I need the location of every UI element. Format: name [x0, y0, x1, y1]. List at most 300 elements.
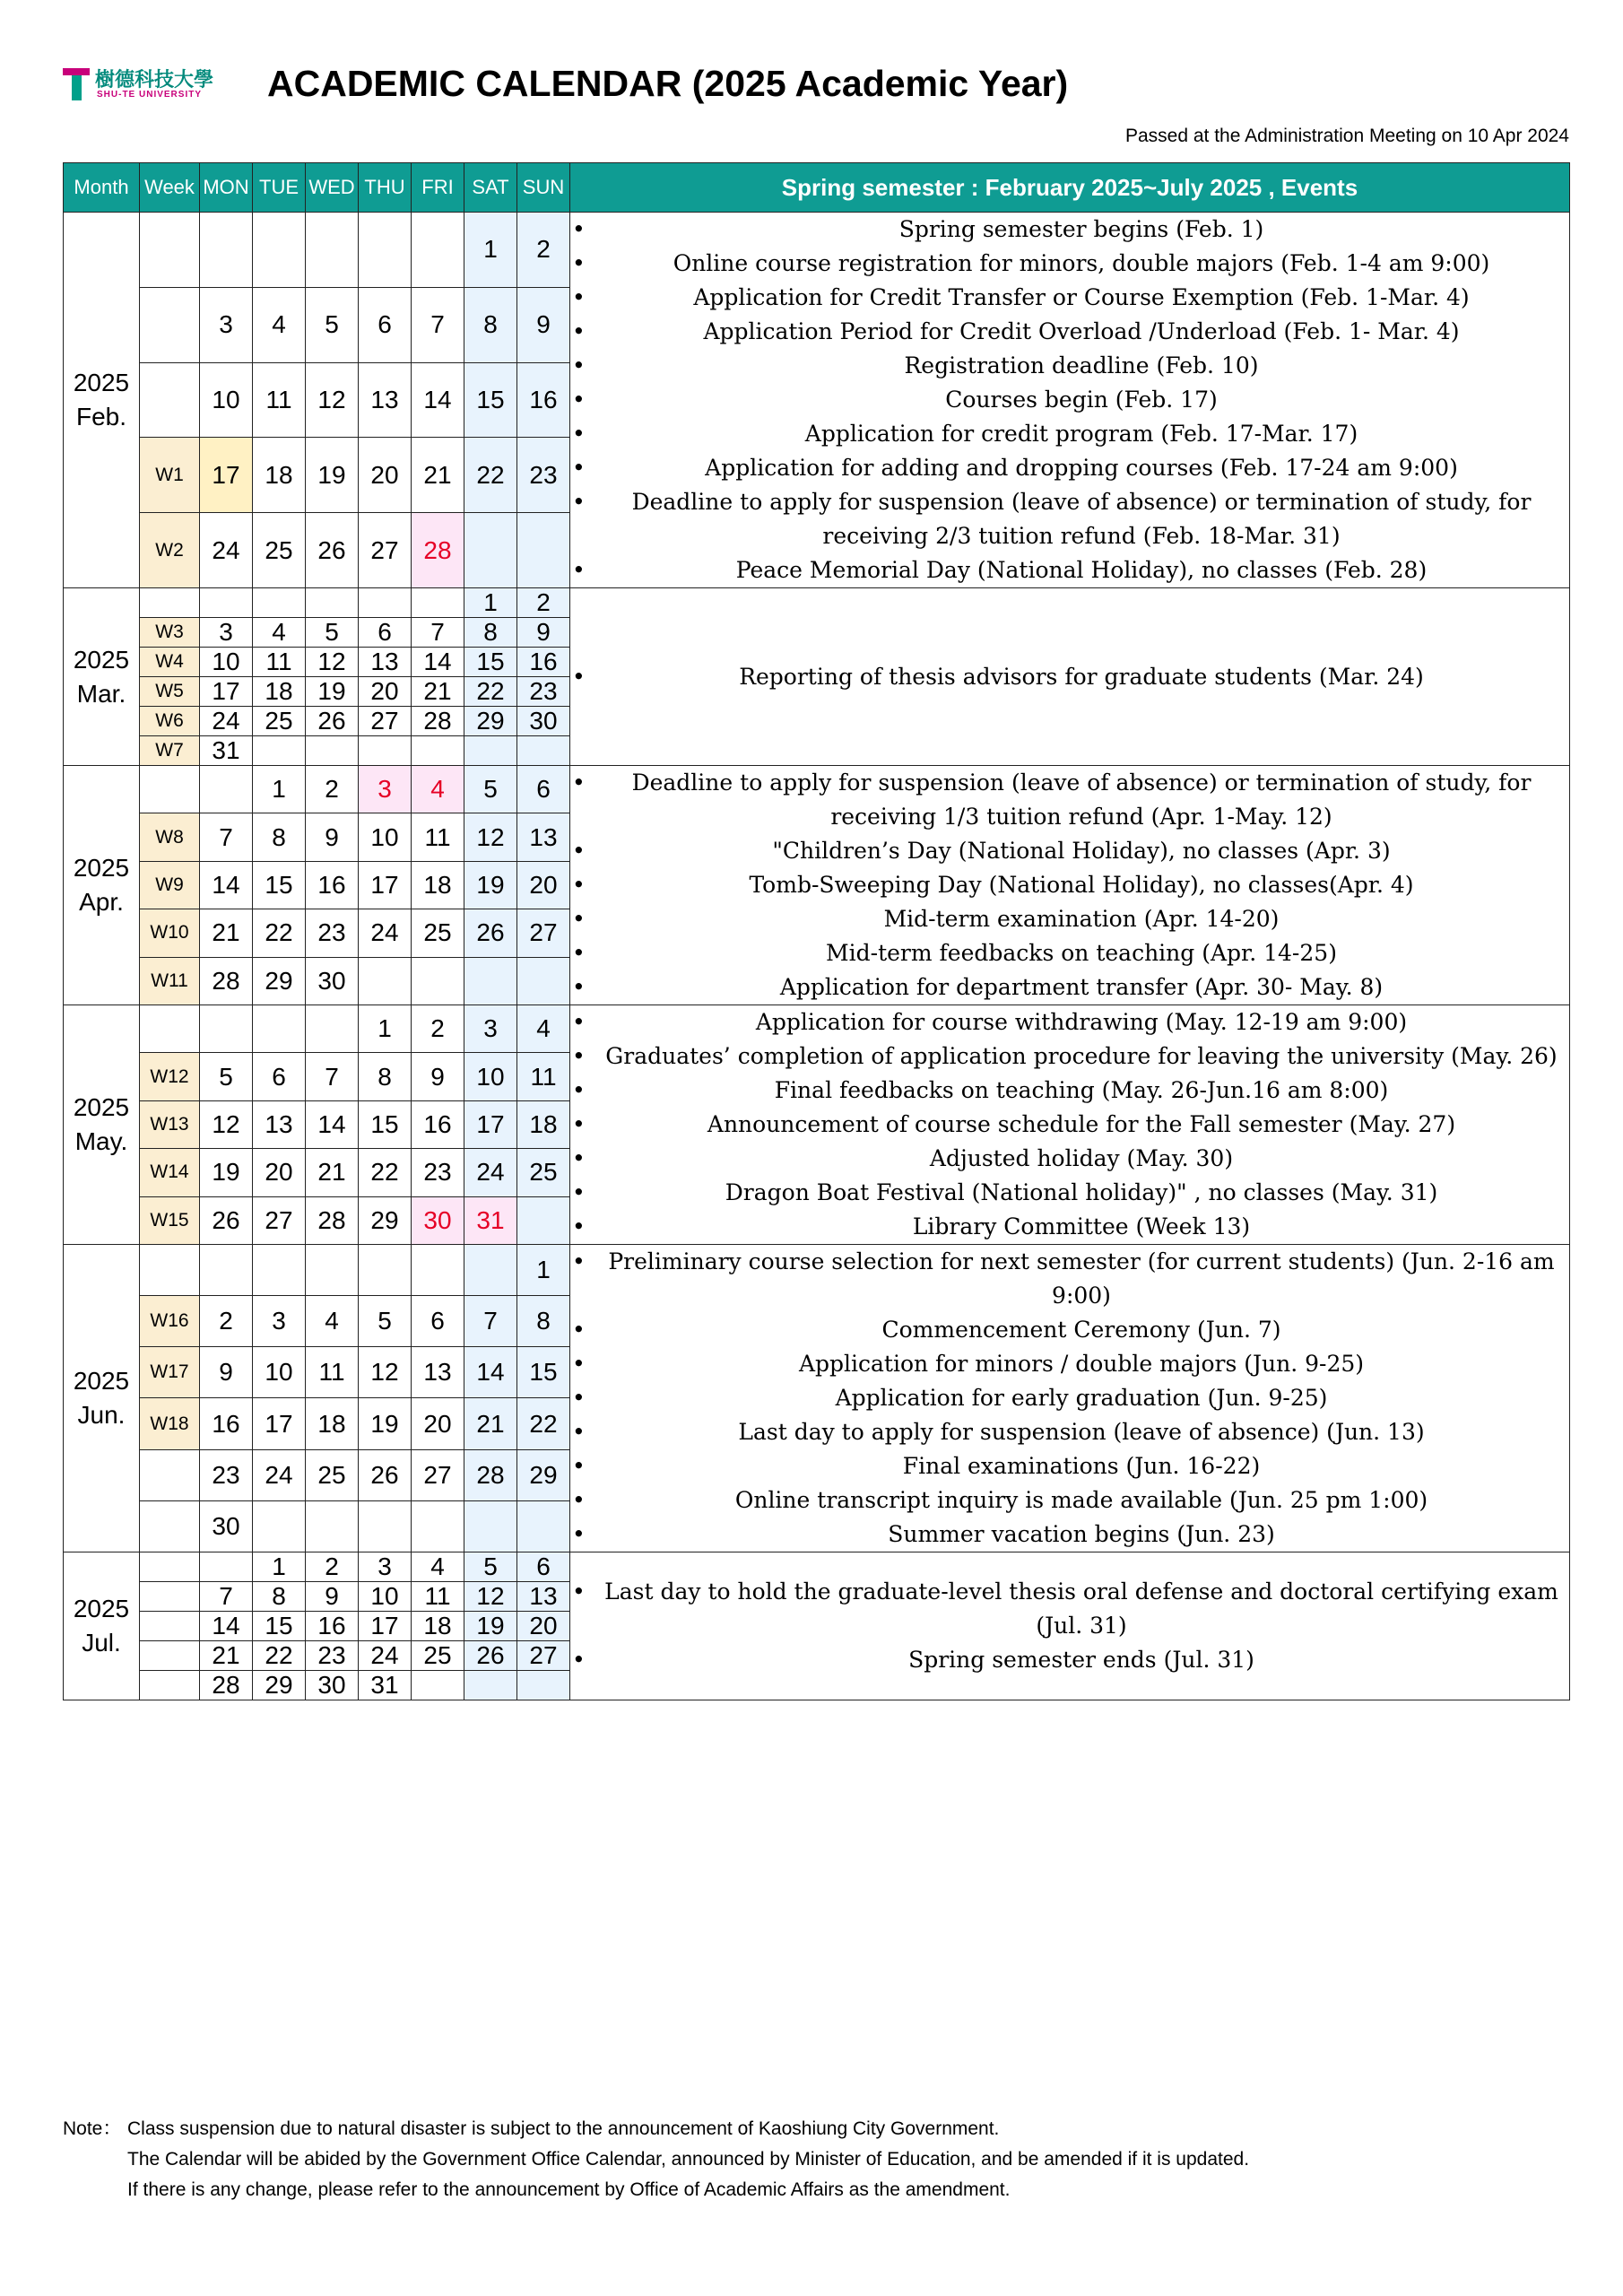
day-cell-fri: 18	[412, 861, 464, 909]
week-label: W4	[140, 648, 200, 677]
day-cell-wed: 12	[306, 362, 359, 438]
day-cell-sat: 17	[464, 1100, 517, 1148]
day-cell-sat: 24	[464, 1149, 517, 1196]
day-cell-thu: 31	[359, 1671, 412, 1700]
col-mon: MON	[200, 163, 253, 213]
day-cell-sun: 15	[517, 1347, 570, 1398]
event-item: • Announcement of course schedule for the Fall semester (May. 27)	[570, 1108, 1569, 1142]
day-cell-tue	[253, 1005, 306, 1053]
day-cell-tue: 15	[253, 861, 306, 909]
week-label: W10	[140, 909, 200, 957]
day-cell-fri	[412, 1500, 464, 1552]
day-cell-fri: 4	[412, 766, 464, 813]
day-cell-mon: 24	[200, 513, 253, 588]
day-cell-mon: 2	[200, 1296, 253, 1347]
day-cell-fri: 28	[412, 513, 464, 588]
day-cell-fri	[412, 1245, 464, 1296]
day-cell-sun	[517, 736, 570, 766]
day-cell-sun: 25	[517, 1149, 570, 1196]
day-cell-fri: 2	[412, 1005, 464, 1053]
day-cell-fri	[412, 736, 464, 766]
day-cell-sun: 4	[517, 1005, 570, 1053]
calendar-table	[63, 162, 1570, 1700]
day-cell-tue	[253, 1245, 306, 1296]
day-cell-wed: 28	[306, 1196, 359, 1244]
events-list	[570, 766, 1569, 1004]
month-name: Jun.	[77, 1401, 126, 1429]
event-item: • Deadline to apply for suspension (leave of absence) or termination of study, for receiving 2/3 tuition refund (Feb. 18-Mar. 31)	[570, 485, 1569, 553]
day-cell-fri: 9	[412, 1053, 464, 1100]
day-cell-mon: 19	[200, 1149, 253, 1196]
day-cell-sun: 27	[517, 909, 570, 957]
day-cell-thu	[359, 1500, 412, 1552]
day-cell-wed: 16	[306, 1612, 359, 1641]
day-cell-wed	[306, 1500, 359, 1552]
day-cell-sun: 29	[517, 1449, 570, 1500]
day-cell-fri: 14	[412, 362, 464, 438]
event-item: • Application for department transfer (Apr. 30- May. 8)	[570, 970, 1569, 1004]
day-cell-mon: 10	[200, 362, 253, 438]
day-cell-sat	[464, 513, 517, 588]
day-cell-mon: 23	[200, 1449, 253, 1500]
day-cell-wed: 25	[306, 1449, 359, 1500]
week-label	[140, 362, 200, 438]
day-cell-wed: 2	[306, 766, 359, 813]
day-cell-tue: 18	[253, 677, 306, 707]
day-cell-fri: 21	[412, 438, 464, 513]
day-cell-tue: 25	[253, 707, 306, 736]
day-cell-thu: 22	[359, 1149, 412, 1196]
day-cell-wed: 19	[306, 677, 359, 707]
month-year: 2025	[73, 645, 130, 674]
day-cell-thu: 3	[359, 766, 412, 813]
day-cell-tue: 27	[253, 1196, 306, 1244]
day-cell-tue: 15	[253, 1612, 306, 1641]
event-item: • Application for credit program (Feb. 17-Mar. 17)	[570, 417, 1569, 451]
day-cell-sat: 22	[464, 438, 517, 513]
day-cell-thu: 15	[359, 1100, 412, 1148]
week-label: W3	[140, 618, 200, 648]
day-cell-sun: 20	[517, 1612, 570, 1641]
day-cell-sat: 29	[464, 707, 517, 736]
events-cell-apr	[570, 766, 1570, 1005]
event-item: • Application for adding and dropping courses (Feb. 17-24 am 9:00)	[570, 451, 1569, 485]
day-cell-wed: 2	[306, 1552, 359, 1582]
day-cell-mon	[200, 766, 253, 813]
day-cell-sat: 10	[464, 1053, 517, 1100]
day-cell-tue: 13	[253, 1100, 306, 1148]
day-cell-tue: 22	[253, 909, 306, 957]
week-label: W6	[140, 707, 200, 736]
day-cell-sun: 13	[517, 813, 570, 861]
day-cell-sat: 5	[464, 766, 517, 813]
day-cell-sun: 8	[517, 1296, 570, 1347]
day-cell-sat	[464, 1500, 517, 1552]
col-events: Spring semester : February 2025~July 2025 , Events	[570, 163, 1570, 213]
day-cell-sat: 31	[464, 1196, 517, 1244]
day-cell-wed: 26	[306, 513, 359, 588]
event-item: • Commencement Ceremony (Jun. 7)	[570, 1313, 1569, 1347]
month-cell-jul	[64, 1552, 140, 1700]
day-cell-tue: 11	[253, 362, 306, 438]
month-year: 2025	[73, 1093, 130, 1122]
day-cell-thu: 24	[359, 909, 412, 957]
event-item: • Courses begin (Feb. 17)	[570, 383, 1569, 417]
day-cell-fri: 11	[412, 1582, 464, 1612]
day-cell-sun: 23	[517, 677, 570, 707]
event-item: • Application Period for Credit Overload /Underload (Feb. 1- Mar. 4)	[570, 315, 1569, 349]
day-cell-wed	[306, 736, 359, 766]
day-cell-fri: 23	[412, 1149, 464, 1196]
events-cell-feb	[570, 213, 1570, 588]
week-row	[64, 766, 1570, 813]
day-cell-sat: 12	[464, 1582, 517, 1612]
day-cell-mon	[200, 1005, 253, 1053]
day-cell-fri: 7	[412, 618, 464, 648]
event-item: • Application for early graduation (Jun. 9-25)	[570, 1381, 1569, 1415]
day-cell-thu: 1	[359, 1005, 412, 1053]
day-cell-thu: 13	[359, 362, 412, 438]
day-cell-sat	[464, 1671, 517, 1700]
event-item: • Last day to apply for suspension (leave of absence) (Jun. 13)	[570, 1415, 1569, 1449]
col-tue: TUE	[253, 163, 306, 213]
day-cell-tue: 20	[253, 1149, 306, 1196]
day-cell-sun: 9	[517, 287, 570, 362]
events-list	[570, 1575, 1569, 1677]
day-cell-wed: 21	[306, 1149, 359, 1196]
day-cell-thu	[359, 588, 412, 618]
day-cell-wed: 5	[306, 287, 359, 362]
month-name: Mar.	[76, 679, 126, 708]
day-cell-tue: 4	[253, 618, 306, 648]
week-label	[140, 1612, 200, 1641]
week-label: W16	[140, 1296, 200, 1347]
day-cell-sat: 19	[464, 861, 517, 909]
day-cell-tue: 11	[253, 648, 306, 677]
day-cell-sat: 8	[464, 618, 517, 648]
events-cell-jul	[570, 1552, 1570, 1700]
day-cell-tue: 1	[253, 1552, 306, 1582]
col-fri: FRI	[412, 163, 464, 213]
day-cell-fri: 25	[412, 909, 464, 957]
day-cell-mon: 16	[200, 1398, 253, 1449]
week-row	[64, 1005, 1570, 1053]
day-cell-mon	[200, 588, 253, 618]
day-cell-thu: 13	[359, 648, 412, 677]
event-item: • Mid-term feedbacks on teaching (Apr. 14-25)	[570, 936, 1569, 970]
day-cell-wed: 11	[306, 1347, 359, 1398]
event-item: • Graduates’ completion of application procedure for leaving the university (May. 26)	[570, 1039, 1569, 1074]
note-line: Class suspension due to natural disaster is subject to the announcement of Kaoshiung City Government.	[127, 2118, 1000, 2139]
day-cell-mon: 21	[200, 909, 253, 957]
day-cell-sat: 14	[464, 1347, 517, 1398]
day-cell-sun	[517, 957, 570, 1004]
day-cell-sat: 22	[464, 677, 517, 707]
day-cell-thu	[359, 957, 412, 1004]
day-cell-tue: 29	[253, 957, 306, 1004]
day-cell-tue: 3	[253, 1296, 306, 1347]
day-cell-mon: 28	[200, 957, 253, 1004]
event-item: • Application for course withdrawing (May. 12-19 am 9:00)	[570, 1005, 1569, 1039]
day-cell-sun: 13	[517, 1582, 570, 1612]
day-cell-mon: 14	[200, 861, 253, 909]
day-cell-thu: 27	[359, 707, 412, 736]
month-cell-jun	[64, 1245, 140, 1552]
day-cell-thu: 12	[359, 1347, 412, 1398]
day-cell-sun: 11	[517, 1053, 570, 1100]
week-label: W5	[140, 677, 200, 707]
day-cell-sun: 6	[517, 766, 570, 813]
event-item: • Tomb-Sweeping Day (National Holiday), no classes(Apr. 4)	[570, 868, 1569, 902]
event-item: • Application for minors / double majors (Jun. 9-25)	[570, 1347, 1569, 1381]
day-cell-mon: 30	[200, 1500, 253, 1552]
week-label	[140, 1641, 200, 1671]
day-cell-tue: 18	[253, 438, 306, 513]
day-cell-tue: 1	[253, 766, 306, 813]
event-item: • Online course registration for minors, double majors (Feb. 1-4 am 9:00)	[570, 247, 1569, 281]
day-cell-wed	[306, 1245, 359, 1296]
day-cell-sun: 2	[517, 213, 570, 288]
day-cell-mon	[200, 213, 253, 288]
day-cell-wed: 30	[306, 957, 359, 1004]
week-label	[140, 213, 200, 288]
day-cell-tue: 29	[253, 1671, 306, 1700]
day-cell-mon: 7	[200, 1582, 253, 1612]
day-cell-sat: 19	[464, 1612, 517, 1641]
day-cell-fri	[412, 213, 464, 288]
day-cell-sat: 8	[464, 287, 517, 362]
day-cell-tue: 24	[253, 1449, 306, 1500]
week-label: W2	[140, 513, 200, 588]
event-item: • Spring semester begins (Feb. 1)	[570, 213, 1569, 247]
day-cell-thu	[359, 1245, 412, 1296]
day-cell-sun: 30	[517, 707, 570, 736]
week-label	[140, 1671, 200, 1700]
day-cell-wed: 5	[306, 618, 359, 648]
event-item: • Adjusted holiday (May. 30)	[570, 1142, 1569, 1176]
day-cell-sun: 22	[517, 1398, 570, 1449]
day-cell-wed: 23	[306, 1641, 359, 1671]
event-item: • Peace Memorial Day (National Holiday), no classes (Feb. 28)	[570, 553, 1569, 587]
day-cell-thu: 19	[359, 1398, 412, 1449]
month-year: 2025	[73, 1367, 130, 1396]
day-cell-wed	[306, 1005, 359, 1053]
logo-english-name: SHU-TE UNIVERSITY	[97, 90, 203, 100]
month-name: Jul.	[82, 1629, 121, 1657]
event-item: • Online transcript inquiry is made available (Jun. 25 pm 1:00)	[570, 1483, 1569, 1518]
note-line: If there is any change, please refer to the announcement by Office of Academic Affairs as the amendment.	[127, 2179, 1011, 2200]
events-list	[570, 1245, 1569, 1552]
day-cell-thu: 6	[359, 287, 412, 362]
month-cell-apr	[64, 766, 140, 1005]
day-cell-sun: 20	[517, 861, 570, 909]
day-cell-tue	[253, 213, 306, 288]
day-cell-sun: 6	[517, 1552, 570, 1582]
day-cell-wed: 12	[306, 648, 359, 677]
day-cell-tue	[253, 1500, 306, 1552]
day-cell-thu: 26	[359, 1449, 412, 1500]
day-cell-thu	[359, 213, 412, 288]
day-cell-sun	[517, 1500, 570, 1552]
day-cell-sat: 15	[464, 362, 517, 438]
day-cell-tue: 6	[253, 1053, 306, 1100]
day-cell-fri: 4	[412, 1552, 464, 1582]
event-item: • Last day to hold the graduate-level thesis oral defense and doctoral certifying exam (Jul. 31)	[570, 1575, 1569, 1643]
day-cell-thu: 17	[359, 861, 412, 909]
event-item: • "Children’s Day (National Holiday), no classes (Apr. 3)	[570, 834, 1569, 868]
day-cell-tue: 10	[253, 1347, 306, 1398]
day-cell-fri	[412, 588, 464, 618]
day-cell-sun: 27	[517, 1641, 570, 1671]
day-cell-wed: 26	[306, 707, 359, 736]
event-item: • Dragon Boat Festival (National holiday)" , no classes (May. 31)	[570, 1176, 1569, 1210]
day-cell-mon: 17	[200, 438, 253, 513]
week-label: W17	[140, 1347, 200, 1398]
week-label: W9	[140, 861, 200, 909]
day-cell-thu: 3	[359, 1552, 412, 1582]
day-cell-thu: 20	[359, 438, 412, 513]
day-cell-fri: 18	[412, 1612, 464, 1641]
day-cell-sun: 16	[517, 648, 570, 677]
day-cell-fri	[412, 1671, 464, 1700]
month-cell-feb	[64, 213, 140, 588]
day-cell-wed: 23	[306, 909, 359, 957]
col-wed: WED	[306, 163, 359, 213]
day-cell-fri: 7	[412, 287, 464, 362]
event-item: • Preliminary course selection for next semester (for current students) (Jun. 2-16 am 9:00)	[570, 1245, 1569, 1313]
day-cell-sun	[517, 1671, 570, 1700]
day-cell-sat: 21	[464, 1398, 517, 1449]
week-label: W15	[140, 1196, 200, 1244]
week-label	[140, 287, 200, 362]
day-cell-sat	[464, 736, 517, 766]
week-label	[140, 1582, 200, 1612]
week-label	[140, 588, 200, 618]
header-row	[64, 163, 1570, 213]
day-cell-tue: 22	[253, 1641, 306, 1671]
logo-chinese-name: 樹德科技大學	[95, 68, 214, 91]
day-cell-wed: 9	[306, 1582, 359, 1612]
event-item: • Spring semester ends (Jul. 31)	[570, 1643, 1569, 1677]
day-cell-fri: 13	[412, 1347, 464, 1398]
day-cell-mon: 7	[200, 813, 253, 861]
day-cell-fri: 25	[412, 1641, 464, 1671]
day-cell-fri	[412, 957, 464, 1004]
day-cell-fri: 6	[412, 1296, 464, 1347]
day-cell-mon: 17	[200, 677, 253, 707]
week-label: W13	[140, 1100, 200, 1148]
week-label	[140, 1005, 200, 1053]
day-cell-mon: 12	[200, 1100, 253, 1148]
day-cell-tue	[253, 736, 306, 766]
month-name: Feb.	[75, 403, 127, 430]
event-item: • Application for Credit Transfer or Course Exemption (Feb. 1-Mar. 4)	[570, 281, 1569, 315]
day-cell-wed: 18	[306, 1398, 359, 1449]
day-cell-fri: 28	[412, 707, 464, 736]
week-label	[140, 1552, 200, 1582]
day-cell-mon: 31	[200, 736, 253, 766]
events-cell-may	[570, 1005, 1570, 1245]
events-list	[570, 660, 1569, 694]
day-cell-fri: 30	[412, 1196, 464, 1244]
approval-note: Passed at the Administration Meeting on 10 Apr 2024	[1125, 126, 1569, 146]
day-cell-wed: 14	[306, 1100, 359, 1148]
day-cell-wed: 9	[306, 813, 359, 861]
week-label: W11	[140, 957, 200, 1004]
logo-mark-icon	[63, 68, 90, 100]
events-cell-jun	[570, 1245, 1570, 1552]
day-cell-sun: 2	[517, 588, 570, 618]
week-label: W8	[140, 813, 200, 861]
events-list	[570, 213, 1569, 587]
day-cell-mon: 14	[200, 1612, 253, 1641]
day-cell-mon	[200, 1552, 253, 1582]
col-month: Month	[64, 163, 140, 213]
day-cell-tue	[253, 588, 306, 618]
day-cell-sat: 5	[464, 1552, 517, 1582]
day-cell-sat: 1	[464, 213, 517, 288]
day-cell-sat: 7	[464, 1296, 517, 1347]
day-cell-mon: 5	[200, 1053, 253, 1100]
day-cell-fri: 14	[412, 648, 464, 677]
week-row	[64, 1552, 1570, 1582]
day-cell-tue: 4	[253, 287, 306, 362]
day-cell-thu: 29	[359, 1196, 412, 1244]
day-cell-sun: 18	[517, 1100, 570, 1148]
day-cell-fri: 20	[412, 1398, 464, 1449]
day-cell-wed	[306, 588, 359, 618]
day-cell-wed	[306, 213, 359, 288]
day-cell-sat: 26	[464, 1641, 517, 1671]
day-cell-tue: 8	[253, 1582, 306, 1612]
day-cell-sun: 23	[517, 438, 570, 513]
week-label	[140, 1500, 200, 1552]
day-cell-sat: 1	[464, 588, 517, 618]
day-cell-fri: 11	[412, 813, 464, 861]
day-cell-sat: 26	[464, 909, 517, 957]
day-cell-tue: 17	[253, 1398, 306, 1449]
event-item: • Final examinations (Jun. 16-22)	[570, 1449, 1569, 1483]
note-label: Note：	[63, 2118, 122, 2139]
day-cell-sun	[517, 1196, 570, 1244]
note-line: The Calendar will be abided by the Government Office Calendar, announced by Minister of Education, and be amended if it is updated.	[127, 2149, 1250, 2170]
day-cell-wed: 19	[306, 438, 359, 513]
day-cell-tue: 25	[253, 513, 306, 588]
week-label: W7	[140, 736, 200, 766]
day-cell-thu: 24	[359, 1641, 412, 1671]
event-item: • Final feedbacks on teaching (May. 26-Jun.16 am 8:00)	[570, 1074, 1569, 1108]
university-logo	[63, 65, 251, 106]
day-cell-sun: 1	[517, 1245, 570, 1296]
day-cell-thu: 17	[359, 1612, 412, 1641]
day-cell-thu: 10	[359, 1582, 412, 1612]
day-cell-thu	[359, 736, 412, 766]
week-label: W1	[140, 438, 200, 513]
day-cell-mon: 26	[200, 1196, 253, 1244]
day-cell-thu: 20	[359, 677, 412, 707]
event-item: • Library Committee (Week 13)	[570, 1210, 1569, 1244]
day-cell-thu: 27	[359, 513, 412, 588]
day-cell-thu: 10	[359, 813, 412, 861]
day-cell-tue: 8	[253, 813, 306, 861]
day-cell-wed: 30	[306, 1671, 359, 1700]
day-cell-mon: 3	[200, 618, 253, 648]
events-list	[570, 1005, 1569, 1244]
events-cell-mar	[570, 588, 1570, 766]
day-cell-sun: 9	[517, 618, 570, 648]
event-item: • Reporting of thesis advisors for graduate students (Mar. 24)	[570, 660, 1569, 694]
footer-note	[63, 2114, 1249, 2205]
